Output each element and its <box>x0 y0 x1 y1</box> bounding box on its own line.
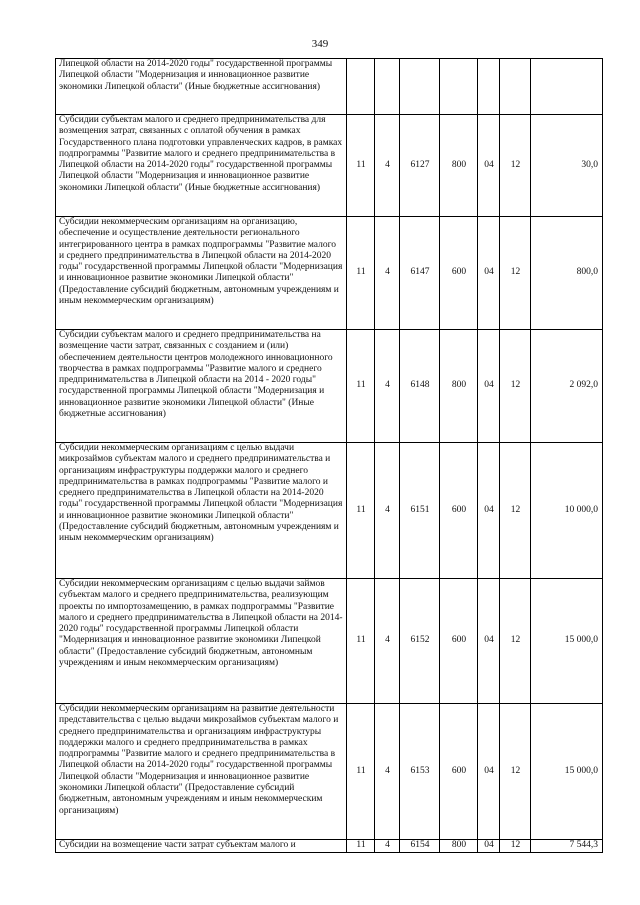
subprogram-code: 12 <box>500 217 531 330</box>
subsection-code: 4 <box>375 840 400 853</box>
subsection-code: 4 <box>375 115 400 217</box>
amount <box>531 59 603 115</box>
section-code: 11 <box>347 840 375 853</box>
row-description: Субсидии субъектам малого и среднего предпринимательства на возмещение части затрат, связанных с созданием и (или) обеспечением деятельности центров молодежного инновационного творчества в рамках подпрограммы "Развитие малого и среднего предпринимательства в Липецкой области на 2014 - 2020 годы" государственной программы Липецкой области "Модернизация и инновационное развитие экономики Липецкой области" (Иные бюджетные ассигнования) <box>56 330 347 443</box>
subsection-code: 4 <box>375 579 400 704</box>
program-code: 04 <box>478 704 500 840</box>
subsection-code: 4 <box>375 704 400 840</box>
target-item-code: 6152 <box>400 579 440 704</box>
expense-type-code: 600 <box>440 579 478 704</box>
subprogram-code: 12 <box>500 443 531 579</box>
amount: 10 000,0 <box>531 443 603 579</box>
target-item-code: 6153 <box>400 704 440 840</box>
section-code: 11 <box>347 579 375 704</box>
section-code: 11 <box>347 330 375 443</box>
subsection-code: 4 <box>375 217 400 330</box>
expense-type-code: 600 <box>440 217 478 330</box>
program-code: 04 <box>478 330 500 443</box>
amount: 15 000,0 <box>531 579 603 704</box>
target-item-code: 6147 <box>400 217 440 330</box>
section-code: 11 <box>347 443 375 579</box>
table-row <box>56 115 603 217</box>
program-code: 04 <box>478 579 500 704</box>
table-row <box>56 217 603 330</box>
program-code: 04 <box>478 840 500 853</box>
expense-type-code: 800 <box>440 115 478 217</box>
row-description: Липецкой области на 2014-2020 годы" государственной программы Липецкой области "Модернизация и инновационное развитие экономики Липецкой области" (Иные бюджетные ассигнования) <box>56 59 347 115</box>
subsection-code: 4 <box>375 330 400 443</box>
table-row <box>56 704 603 840</box>
amount: 7 544,3 <box>531 840 603 853</box>
program-code <box>478 59 500 115</box>
row-description: Субсидии субъектам малого и среднего предпринимательства для возмещения затрат, связанных с оплатой обучения в рамках Государственного плана подготовки управленческих кадров, в рамках подпрограммы "Развитие малого и среднего предпринимательства в Липецкой области на 2014-2020 годы" государственной программы Липецкой области "Модернизация и инновационное развитие экономики Липецкой области" (Иные бюджетные ассигнования) <box>56 115 347 217</box>
amount: 30,0 <box>531 115 603 217</box>
row-description: Субсидии некоммерческим организациям на организацию, обеспечение и осуществление деятельности регионального интегрированного центра в рамках подпрограммы "Развитие малого и среднего предпринимательства в Липецкой области на 2014-2020 годы" государственной программы Липецкой области "Модернизация и инновационное развитие экономики Липецкой области" (Предоставление субсидий бюджетным, автономным учреждениям и иным некоммерческим организациям) <box>56 217 347 330</box>
amount: 2 092,0 <box>531 330 603 443</box>
page-number: 349 <box>311 38 329 50</box>
section-code: 11 <box>347 217 375 330</box>
table-row <box>56 330 603 443</box>
row-description: Субсидии некоммерческим организациям с целью выдачи займов субъектам малого и среднего предпринимательства, реализующим проекты по импортозамещению, в рамках подпрограммы "Развитие малого и среднего предпринимательства в Липецкой области на 2014-2020 годы" государственной программы Липецкой области "Модернизация и инновационное развитие экономики Липецкой области" (Предоставление субсидий бюджетным, автономным учреждениям и иным некоммерческим организациям) <box>56 579 347 704</box>
budget-table <box>55 58 603 853</box>
table-row <box>56 59 603 115</box>
row-description: Субсидии некоммерческим организациям с целью выдачи микрозаймов субъектам малого и среднего предпринимательства и организациям инфраструктуры поддержки малого и среднего предпринимательства в рамках подпрограммы "Развитие малого и среднего предпринимательства в Липецкой области на 2014-2020 годы" государственной программы Липецкой области "Модернизация и инновационное развитие экономики Липецкой области" (Предоставление субсидий бюджетным, автономным учреждениям и иным некоммерческим организациям) <box>56 443 347 579</box>
section-code <box>347 59 375 115</box>
subprogram-code: 12 <box>500 704 531 840</box>
program-code: 04 <box>478 115 500 217</box>
program-code: 04 <box>478 443 500 579</box>
subsection-code: 4 <box>375 443 400 579</box>
table-row <box>56 579 603 704</box>
subprogram-code: 12 <box>500 115 531 217</box>
table-row <box>56 840 603 853</box>
subsection-code <box>375 59 400 115</box>
target-item-code: 6154 <box>400 840 440 853</box>
program-code: 04 <box>478 217 500 330</box>
expense-type-code: 800 <box>440 840 478 853</box>
target-item-code: 6151 <box>400 443 440 579</box>
expense-type-code <box>440 59 478 115</box>
expense-type-code: 600 <box>440 704 478 840</box>
subprogram-code: 12 <box>500 579 531 704</box>
amount: 800,0 <box>531 217 603 330</box>
expense-type-code: 800 <box>440 330 478 443</box>
subprogram-code: 12 <box>500 330 531 443</box>
target-item-code: 6127 <box>400 115 440 217</box>
expense-type-code: 600 <box>440 443 478 579</box>
subprogram-code: 12 <box>500 840 531 853</box>
row-description: Субсидии некоммерческим организациям на развитие деятельности представительства с целью выдачи микрозаймов субъектам малого и среднего предпринимательства и организациям инфраструктуры поддержки малого и среднего предпринимательства в рамках подпрограммы "Развитие малого и среднего предпринимательства в Липецкой области на 2014-2020 годы" государственной программы Липецкой области "Модернизация и инновационное развитие экономики Липецкой области" (Предоставление субсидий бюджетным, автономным учреждениям и иным некоммерческим организациям) <box>56 704 347 840</box>
section-code: 11 <box>347 115 375 217</box>
subprogram-code <box>500 59 531 115</box>
target-item-code <box>400 59 440 115</box>
target-item-code: 6148 <box>400 330 440 443</box>
section-code: 11 <box>347 704 375 840</box>
amount: 15 000,0 <box>531 704 603 840</box>
table-row <box>56 443 603 579</box>
row-description: Субсидии на возмещение части затрат субъектам малого и <box>56 840 347 853</box>
